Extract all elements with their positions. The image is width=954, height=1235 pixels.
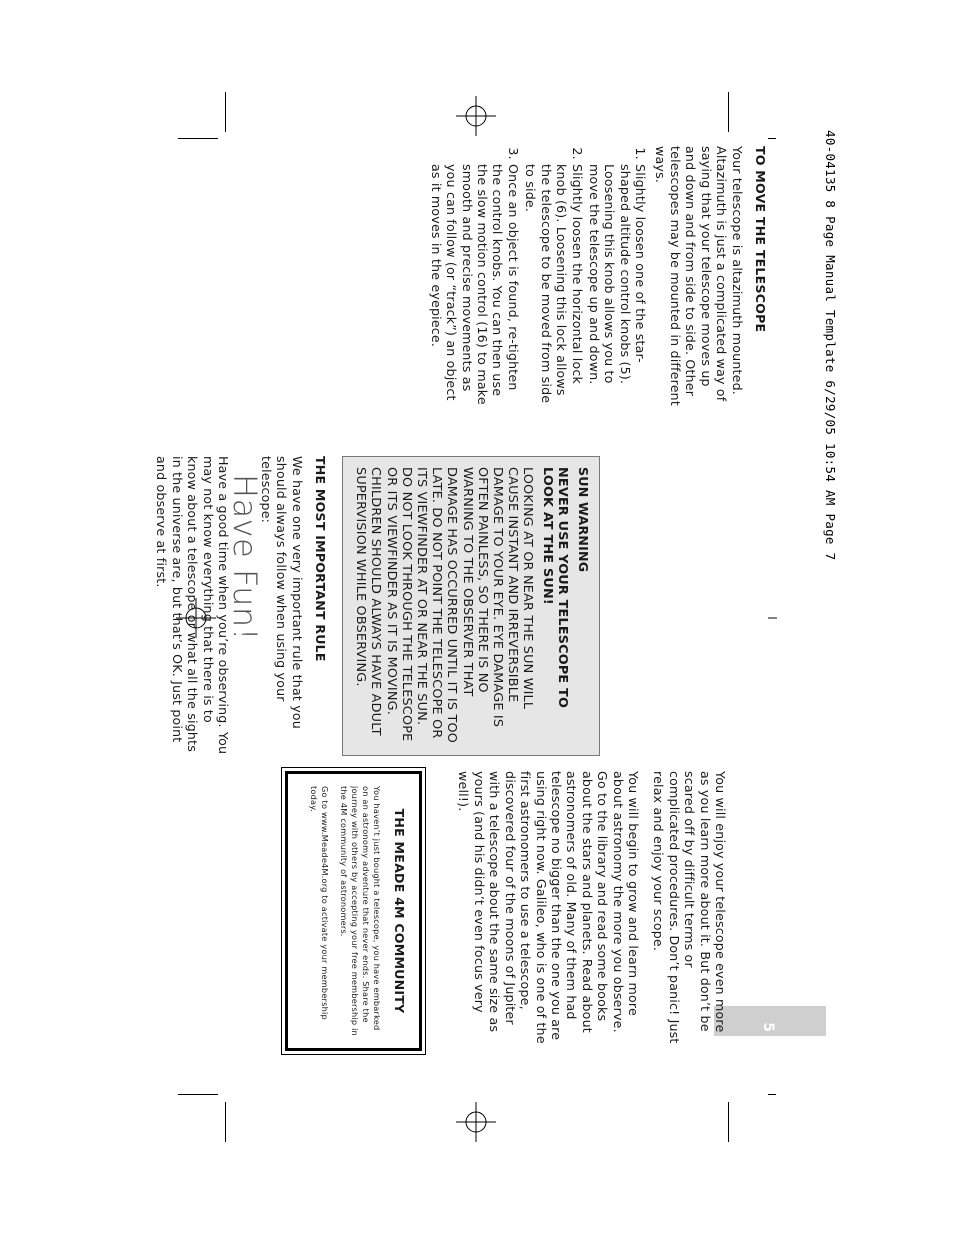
move-telescope-section bbox=[426, 146, 768, 408]
warning-subheading: NEVER USE YOUR TELESCOPE TO LOOK AT THE SUN! bbox=[539, 467, 570, 709]
move-heading: TO MOVE THE TELESCOPE bbox=[753, 146, 768, 333]
community-box bbox=[285, 771, 422, 1051]
list-item: 1. Slightly loosen one of the star-shaped altitude control knobs (5). Loosening this knob allows you to move the telescope up and down. bbox=[587, 164, 649, 408]
registration-mark-icon bbox=[456, 1102, 496, 1142]
page-number-tab bbox=[714, 1006, 826, 1036]
community-cta: Go to www.Meade4M.org to activate your membership today. bbox=[308, 786, 330, 1020]
rule-body: Have a good time when you’re observing. You may not know everything that there is to know about a telescope or what all the sights in the universe are, but that’s OK. Just point and observe at first. bbox=[154, 456, 231, 755]
community-heading: THE MEADE 4M COMMUNITY bbox=[392, 808, 408, 1014]
crop-mark bbox=[728, 1102, 729, 1142]
crop-mark bbox=[225, 1102, 226, 1142]
list-item: 3. Once an object is found, re-tighten the control knobs. You can then use the slow motion control (16) to make smooth and precise movements as you can follow (or “track”) an object as it moves in the eyepiece. bbox=[428, 164, 520, 408]
print-slug: 40-04135 8 Page Manual Template 6/29/05 10:54 AM Page 7 bbox=[823, 130, 838, 561]
warning-heading: SUN WARNING bbox=[576, 467, 591, 573]
warning-body: LOOKING AT OR NEAR THE SUN WILL CAUSE INSTANT AND IRREVERSIBLE DAMAGE TO YOUR EYE. EYE DAMAGE IS OFTEN PAINLESS, SO THERE IS NO WARNING TO THE OBSERVER THAT DAMAGE HAS OCCURRED UNTIL IT IS TOO LATE. DO NOT POINT THE TELESCOPE OR ITS VIEWFINDER AT OR NEAR THE SUN. DO NOT LOOK THROUGH THE TELESCOPE OR ITS VIEWFINDER AS IT IS MOVING. CHILDREN SHOULD ALWAYS HAVE ADULT SUPERVISION WHILE OBSERVING. bbox=[353, 467, 536, 744]
list-item: 2. Slightly loosen the horizontal lock knob (6). Loosening this lock allows the telescope to be moved from side to side. bbox=[523, 164, 585, 408]
crop-mark bbox=[178, 138, 218, 139]
move-steps bbox=[428, 146, 648, 408]
rule-heading: THE MOST IMPORTANT RULE bbox=[312, 456, 328, 662]
have-fun-title: Have Fun! bbox=[226, 474, 265, 642]
learn-paragraph: You will begin to grow and learn more about astronomy the more you observe. Go to the library and read some books about the stars and planets. Read about astronomers of old. Many of them had telescope no bigger than the one you are using right now. Galileo, who is one of the first astronomers to use a telescope, discovered four of the moons of Jupiter with a telescope about the same size as yours (and his didn’t even focus very well!). bbox=[456, 771, 641, 1044]
community-text: You haven’t just bought a telescope, you have embarked on an astronomy adventure that never ends. Share the journey with others by accepting your free membership in the 4M community of astronomers. bbox=[338, 786, 382, 1036]
sun-warning-box bbox=[342, 456, 600, 756]
move-intro: Your telescope is altazimuth mounted. Altazimuth is just a complicated way of saying that your telescope moves up and down and from side to side. Other telescopes may be mounted in different ways. bbox=[652, 146, 745, 406]
crop-mark bbox=[178, 1094, 218, 1095]
right-column bbox=[285, 771, 728, 1051]
manual-page bbox=[154, 130, 838, 1098]
rule-intro: We have one very important rule that you should always follow when using your telescope: bbox=[258, 456, 305, 729]
middle-column bbox=[150, 456, 600, 756]
crop-mark bbox=[728, 92, 729, 132]
page-number: 5 bbox=[760, 1022, 776, 1032]
enjoy-paragraph: You will enjoy your telescope even more as you learn more about it. But don’t be scared off by difficult terms or complicated procedures. Don’t panic! Just relax and enjoy your scope. bbox=[651, 771, 728, 1044]
crop-mark bbox=[225, 92, 226, 132]
registration-mark-icon bbox=[456, 96, 496, 136]
